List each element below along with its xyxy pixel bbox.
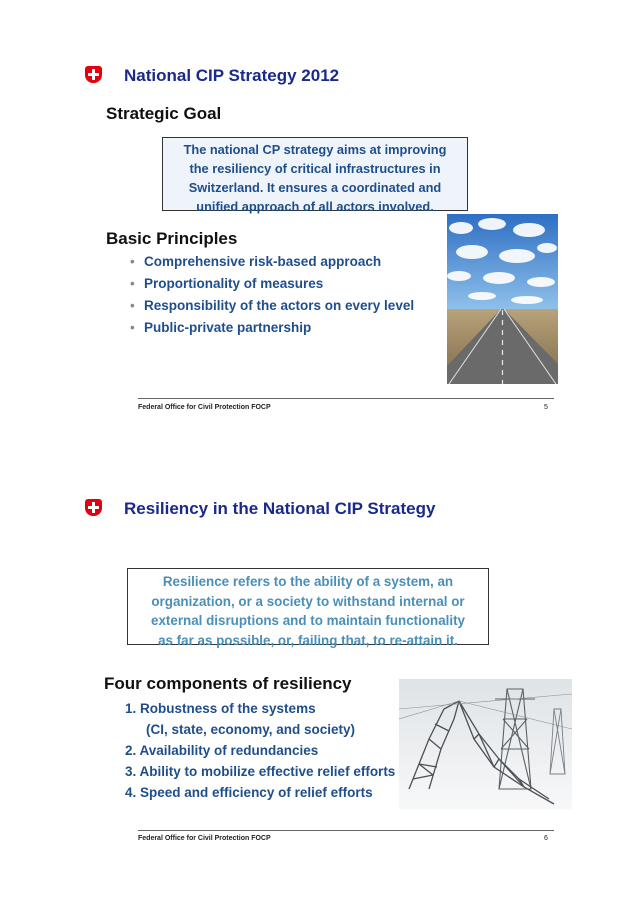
component-number: 3. — [125, 764, 137, 779]
basic-principles-heading: Basic Principles — [106, 229, 238, 248]
slide2-footer-divider — [138, 830, 554, 831]
principle-item: • Public-private partnership — [130, 317, 450, 339]
road-photo-icon — [447, 214, 558, 384]
definition-line: Resilience refers to the ability of a system, an — [162, 574, 454, 589]
slide1-footer-divider — [138, 398, 554, 399]
slide2-footer-text: Federal Office for Civil Protection FOCP — [138, 835, 271, 842]
definition-line: organization, or a society to withstand internal or — [151, 593, 465, 609]
component-item — [125, 740, 445, 761]
principle-item: • Proportionality of measures — [130, 273, 450, 295]
component-item-subline: (CI, state, economy, and society) — [146, 722, 356, 737]
component-item — [125, 782, 445, 803]
slide2-title: Resiliency in the National CIP Strategy — [124, 499, 436, 518]
slide1-footer-text: Federal Office for Civil Protection FOCP — [138, 404, 271, 411]
slide2-page-number: 6 — [544, 835, 548, 842]
strategic-goal-heading: Strategic Goal — [106, 104, 222, 123]
principles-list — [130, 251, 450, 339]
component-text: Speed and efficiency of relief efforts — [140, 785, 373, 800]
goal-line: The national CP strategy aims at improving — [183, 142, 447, 157]
goal-line: the resiliency of critical infrastructures in — [189, 161, 441, 176]
goal-line: Switzerland. It ensures a coordinated and — [188, 180, 442, 195]
component-text: Availability of redundancies — [139, 743, 319, 758]
strategic-goal-box — [162, 137, 468, 214]
component-number: 2. — [125, 743, 137, 758]
swiss-flag-icon — [85, 66, 102, 83]
four-components-heading: Four components of resiliency — [104, 674, 352, 693]
definition-line: as far as possible, or, failing that, to re-attain it. — [158, 632, 458, 648]
components-list — [125, 698, 445, 803]
component-text: Robustness of the systems — [140, 701, 316, 716]
slide1-title: National CIP Strategy 2012 — [124, 66, 340, 85]
component-text: Ability to mobilize effective relief efforts — [139, 764, 396, 779]
definition-line: external disruptions and to maintain functionality — [151, 613, 465, 628]
component-item — [125, 761, 445, 782]
resilience-definition-box — [127, 568, 489, 648]
component-number: 1. — [125, 701, 137, 716]
component-item — [125, 698, 445, 719]
slide1-page-number: 5 — [544, 404, 548, 411]
principle-item: • Comprehensive risk-based approach — [130, 251, 450, 273]
component-number: 4. — [125, 785, 137, 800]
goal-line: unified approach of all actors involved. — [196, 199, 434, 214]
swiss-flag-icon — [85, 499, 102, 516]
principle-item: • Responsibility of the actors on every level — [130, 295, 450, 317]
